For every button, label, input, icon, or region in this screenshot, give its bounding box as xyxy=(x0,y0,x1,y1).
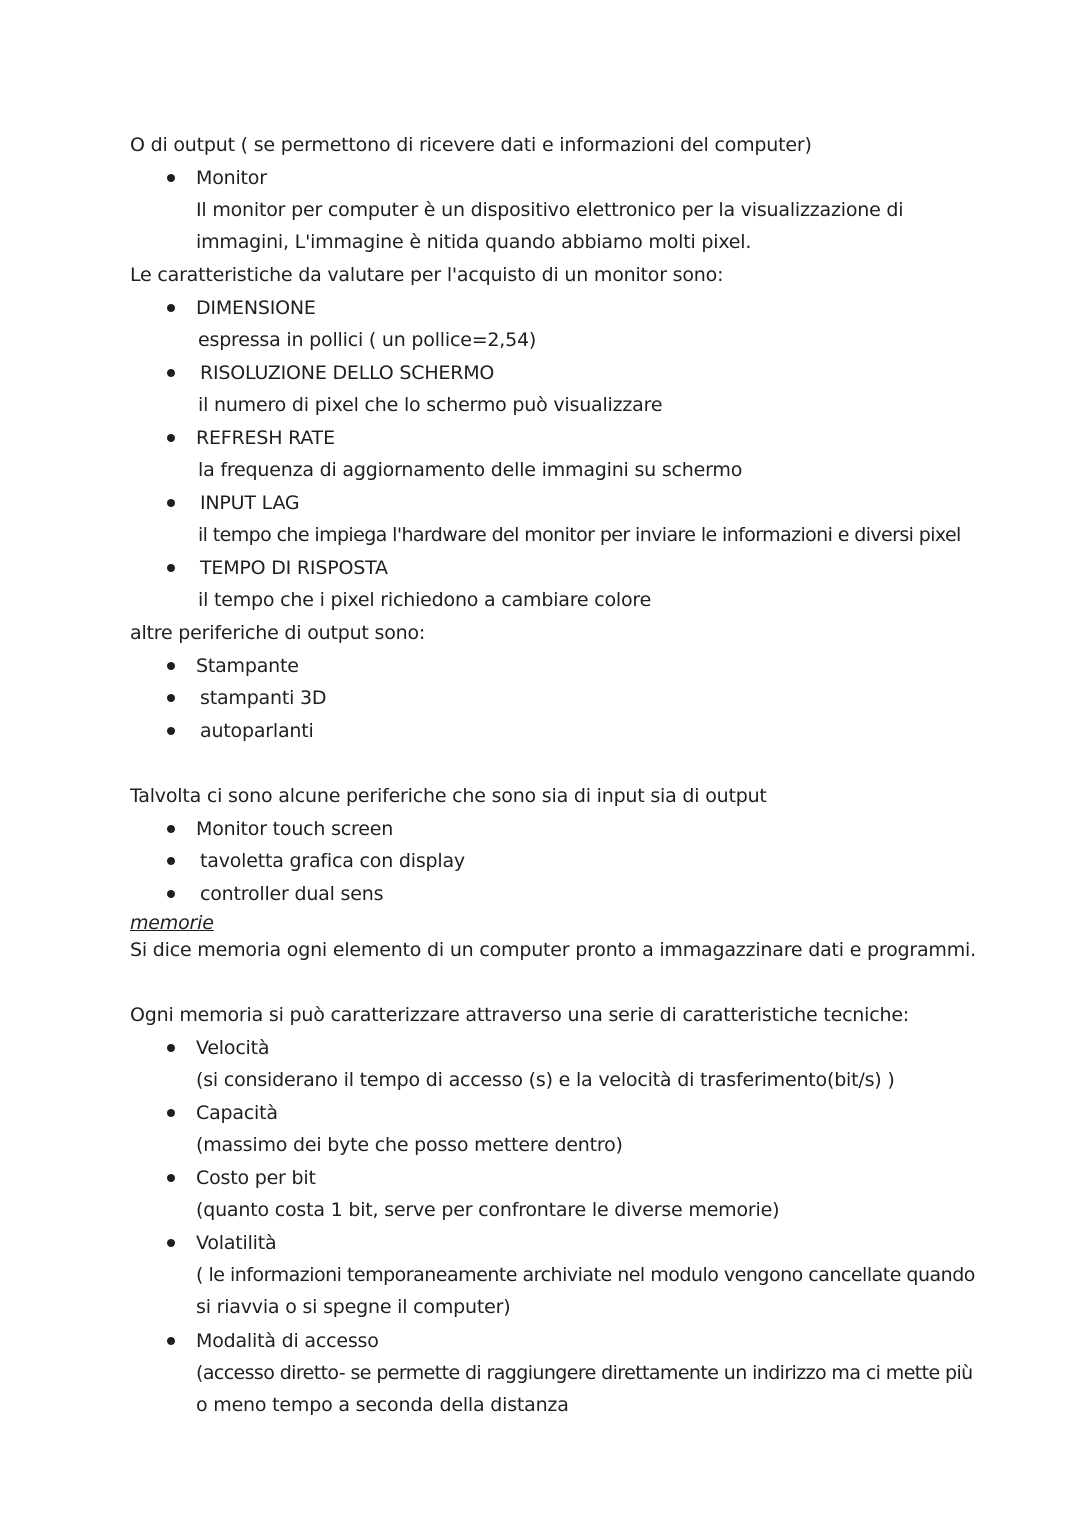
bullet-icon xyxy=(167,434,175,442)
memorie-definition: Si dice memoria ogni elemento di un computer pronto a immagazzinare dati e programmi. xyxy=(130,939,976,961)
memory-feature-name: Capacità xyxy=(196,1102,278,1124)
bullet-icon xyxy=(167,1044,175,1052)
memory-feature-name: Volatilità xyxy=(196,1232,277,1254)
feature-name: TEMPO DI RISPOSTA xyxy=(200,557,388,579)
list-item: Stampante xyxy=(196,655,299,677)
list-item: Monitor touch screen xyxy=(196,818,394,840)
bullet-icon xyxy=(167,825,175,833)
io-intro: Talvolta ci sono alcune periferiche che sono sia di input sia di output xyxy=(130,785,767,807)
other-output-intro: altre periferiche di output sono: xyxy=(130,622,426,644)
list-item: stampanti 3D xyxy=(200,687,327,709)
memory-feature-desc: (massimo dei byte che posso mettere dentro) xyxy=(196,1134,623,1156)
bullet-icon xyxy=(167,890,175,898)
bullet-icon xyxy=(167,1337,175,1345)
feature-desc: il tempo che impiega l'hardware del monitor per inviare le informazioni e diversi pixel xyxy=(198,524,961,546)
bullet-icon xyxy=(167,304,175,312)
bullet-icon xyxy=(167,1239,175,1247)
memory-feature-desc: (quanto costa 1 bit, serve per confrontare le diverse memorie) xyxy=(196,1199,780,1221)
bullet-icon xyxy=(167,1174,175,1182)
memory-feature-desc: o meno tempo a seconda della distanza xyxy=(196,1394,569,1416)
bullet-icon xyxy=(167,499,175,507)
feature-desc: il tempo che i pixel richiedono a cambiare colore xyxy=(198,589,652,611)
memory-feature-name: Modalità di accesso xyxy=(196,1330,379,1352)
feature-name: DIMENSIONE xyxy=(196,297,316,319)
monitor-desc-line2: immagini, L'immagine è nitida quando abbiamo molti pixel. xyxy=(196,231,752,253)
bullet-icon xyxy=(167,1109,175,1117)
monitor-desc-line1: Il monitor per computer è un dispositivo elettronico per la visualizzazione di xyxy=(196,199,904,221)
memory-feature-name: Costo per bit xyxy=(196,1167,316,1189)
bullet-icon xyxy=(167,369,175,377)
features-intro: Le caratteristiche da valutare per l'acquisto di un monitor sono: xyxy=(130,264,724,286)
feature-desc: la frequenza di aggiornamento delle immagini su schermo xyxy=(198,459,743,481)
bullet-icon xyxy=(167,727,175,735)
memory-feature-desc: ( le informazioni temporaneamente archiviate nel modulo vengono cancellate quando xyxy=(196,1264,975,1286)
bullet-icon xyxy=(167,174,175,182)
monitor-title: Monitor xyxy=(196,167,267,189)
bullet-icon xyxy=(167,694,175,702)
bullet-icon xyxy=(167,857,175,865)
memory-feature-desc: si riavvia o si spegne il computer) xyxy=(196,1296,511,1318)
bullet-icon xyxy=(167,564,175,572)
bullet-icon xyxy=(167,662,175,670)
output-intro: O di output ( se permettono di ricevere dati e informazioni del computer) xyxy=(130,134,812,156)
feature-desc: il numero di pixel che lo schermo può visualizzare xyxy=(198,394,663,416)
feature-name: INPUT LAG xyxy=(200,492,300,514)
list-item: autoparlanti xyxy=(200,720,314,742)
list-item: tavoletta grafica con display xyxy=(200,850,465,872)
feature-name: REFRESH RATE xyxy=(196,427,335,449)
list-item: controller dual sens xyxy=(200,883,384,905)
memorie-heading: memorie xyxy=(130,912,214,934)
feature-desc: espressa in pollici ( un pollice=2,54) xyxy=(198,329,537,351)
memorie-features-intro: Ogni memoria si può caratterizzare attraverso una serie di caratteristiche tecniche: xyxy=(130,1004,910,1026)
memory-feature-desc: (accesso diretto- se permette di raggiungere direttamente un indirizzo ma ci mette più xyxy=(196,1362,973,1384)
memory-feature-name: Velocità xyxy=(196,1037,270,1059)
memory-feature-desc: (si considerano il tempo di accesso (s) e la velocità di trasferimento(bit/s) ) xyxy=(196,1069,895,1091)
feature-name: RISOLUZIONE DELLO SCHERMO xyxy=(200,362,495,384)
